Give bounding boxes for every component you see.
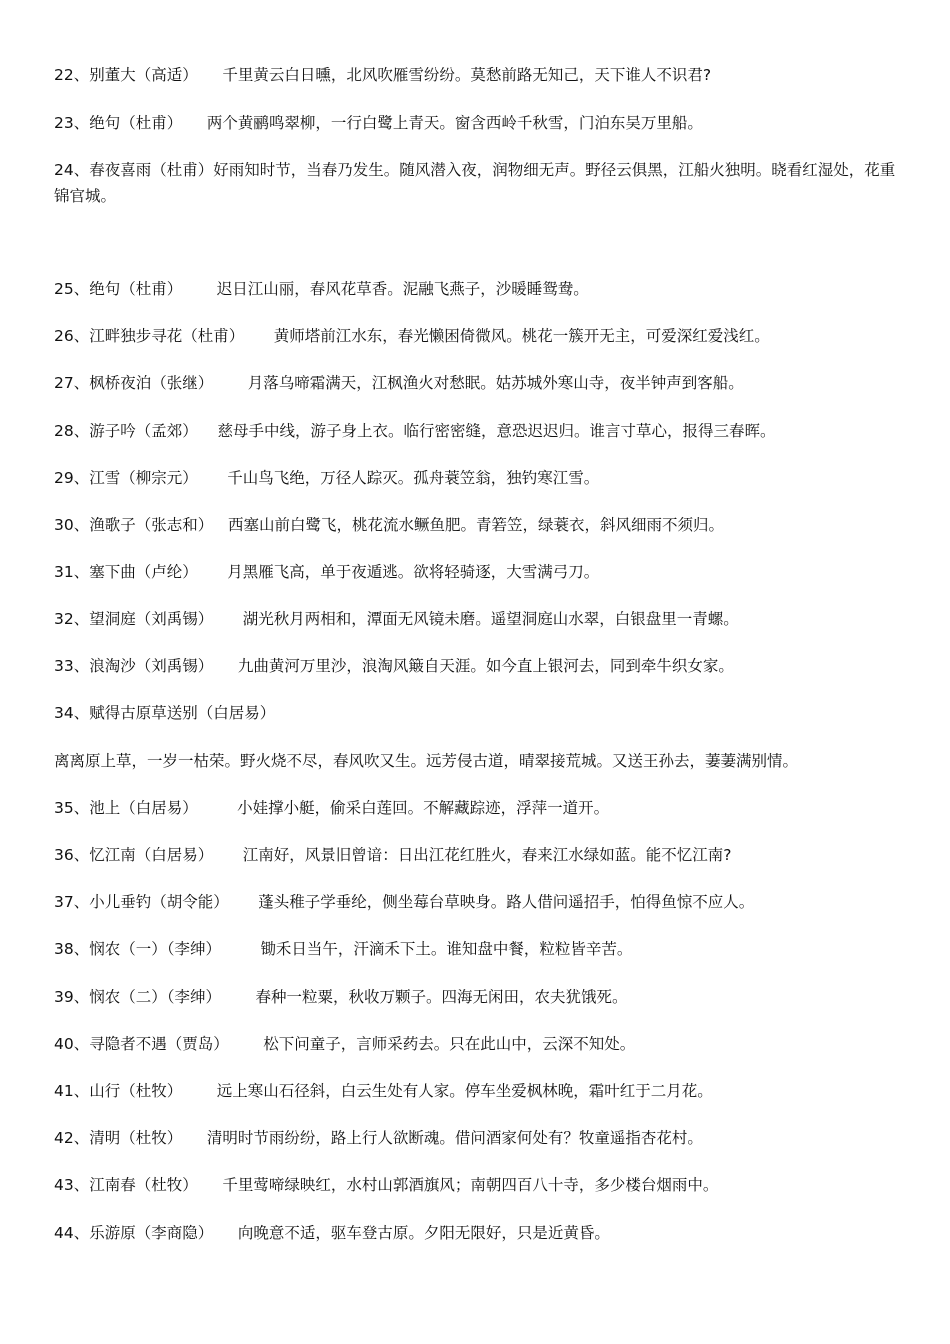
poem-title: 36、忆江南（白居易） [54,846,214,864]
poem-title: 31、塞下曲（卢纶） [54,563,198,581]
poem-title: 44、乐游原（李商隐） [54,1224,214,1242]
poem-title: 41、山行（杜牧） [54,1082,183,1100]
poem-entry-42 [54,1125,900,1151]
poem-text: 远上寒山石径斜，白云生处有人家。停车坐爱枫林晚，霜叶红于二月花。 [216,1082,713,1100]
poem-title: 23、绝句（杜甫） [54,114,183,132]
poem-entry-43 [54,1172,900,1198]
poem-text: 松下问童子，言师采药去。只在此山中，云深不知处。 [263,1035,636,1053]
poem-text: 向晚意不适，驱车登古原。夕阳无限好，只是近黄昏。 [237,1224,610,1242]
poem-entry-41 [54,1078,900,1104]
poem-entry-33 [54,653,900,679]
poem-text: 迟日江山丽，春风花草香。泥融飞燕子，沙暖睡鸳鸯。 [216,280,589,298]
poem-entry-31 [54,559,900,585]
poem-entry-40 [54,1031,900,1057]
poem-entry-29 [54,465,900,491]
poem-title: 34、赋得古原草送别（白居易） [54,704,276,722]
poem-text: 九曲黄河万里沙，浪淘风簸自天涯。如今直上银河去，同到牵牛织女家。 [237,657,734,675]
poem-text: 江南好，风景旧曾谙：日出江花红胜火，春来江水绿如蓝。能不忆江南? [242,846,732,864]
poem-text: 湖光秋月两相和，潭面无风镜未磨。遥望洞庭山水翠，白银盘里一青螺。 [242,610,739,628]
poem-entry-30 [54,512,900,538]
poem-entry-34-title [54,700,900,726]
poem-title: 42、清明（杜牧） [54,1129,183,1147]
poem-text: 慈母手中线，游子身上衣。临行密密缝，意恐迟迟归。谁言寸草心，报得三春晖。 [217,422,776,440]
poem-text: 月落乌啼霜满天，江枫渔火对愁眠。姑苏城外寒山寺，夜半钟声到客船。 [247,374,744,392]
poem-title: 26、江畔独步寻花（杜甫） [54,327,245,345]
poem-title: 28、游子吟（孟郊） [54,422,198,440]
poem-entry-25 [54,276,900,302]
poem-title: 24、春夜喜雨（杜甫） [54,161,214,179]
poem-text: 千山鸟飞绝，万径人踪灭。孤舟蓑笠翁，独钓寒江雪。 [227,469,600,487]
poem-entry-32 [54,606,900,632]
poem-title: 27、枫桥夜泊（张继） [54,374,214,392]
poem-entry-27 [54,370,900,396]
poem-title: 39、悯农（二）（李绅） [54,988,221,1006]
poem-text: 月黑雁飞高，单于夜遁逃。欲将轻骑逐，大雪满弓刀。 [227,563,600,581]
poem-entry-22 [54,62,900,88]
poem-title: 25、绝句（杜甫） [54,280,183,298]
poem-title: 40、寻隐者不遇（贾岛） [54,1035,229,1053]
poem-text: 春种一粒粟，秋收万颗子。四海无闲田，农夫犹饿死。 [255,988,628,1006]
poem-text: 锄禾日当午，汗滴禾下土。谁知盘中餐，粒粒皆辛苦。 [260,940,633,958]
poem-text: 两个黄鹂鸣翠柳，一行白鹭上青天。窗含西岭千秋雪，门泊东吴万里船。 [206,114,703,132]
poem-entry-44 [54,1220,900,1246]
poem-title: 29、江雪（柳宗元） [54,469,198,487]
poem-entry-38 [54,936,900,962]
poem-title: 30、渔歌子（张志和） [54,516,214,534]
poem-text: 离离原上草，一岁一枯荣。野火烧不尽，春风吹又生。远芳侵古道，晴翠接荒城。又送王孙去，萋萋满别情。 [54,752,799,770]
poem-title: 37、小儿垂钓（胡令能） [54,893,229,911]
poem-entry-23 [54,110,900,136]
poem-text: 千里莺啼绿映红，水村山郭酒旗风；南朝四百八十寺，多少楼台烟雨中。 [222,1176,719,1194]
poem-entry-24 [54,157,900,209]
poem-text: 黄师塔前江水东，春光懒困倚微风。桃花一簇开无主，可爱深红爱浅红。 [273,327,770,345]
poem-entry-34-text [54,748,900,774]
poem-title: 22、别董大（高适） [54,66,198,84]
poem-entry-28 [54,418,900,444]
poem-text: 蓬头稚子学垂纶，侧坐莓台草映身。路人借问遥招手，怕得鱼惊不应人。 [258,893,755,911]
poem-text: 小娃撑小艇，偷采白莲回。不解藏踪迹，浮萍一道开。 [237,799,610,817]
poem-entry-39 [54,984,900,1010]
poem-entry-26 [54,323,900,349]
poem-entry-36 [54,842,900,868]
poem-title: 38、悯农（一）（李绅） [54,940,221,958]
poem-text: 西塞山前白鹭飞，桃花流水鳜鱼肥。青箬笠，绿蓑衣，斜风细雨不须归。 [228,516,725,534]
poem-title: 35、池上（白居易） [54,799,198,817]
poem-entry-35 [54,795,900,821]
poem-title: 32、望洞庭（刘禹锡） [54,610,214,628]
poem-entry-37 [54,889,900,915]
poem-text: 清明时节雨纷纷，路上行人欲断魂。借问酒家何处有？牧童遥指杏花村。 [206,1129,703,1147]
poem-title: 43、江南春（杜牧） [54,1176,198,1194]
poem-text: 千里黄云白日曛，北风吹雁雪纷纷。莫愁前路无知己，天下谁人不识君? [222,66,712,84]
poem-text: 好雨知时节，当春乃发生。随风潜入夜，润物细无声。野径云俱黑，江船火独明。晓看红湿处，花重锦官城。 [54,161,896,205]
poem-title: 33、浪淘沙（刘禹锡） [54,657,214,675]
